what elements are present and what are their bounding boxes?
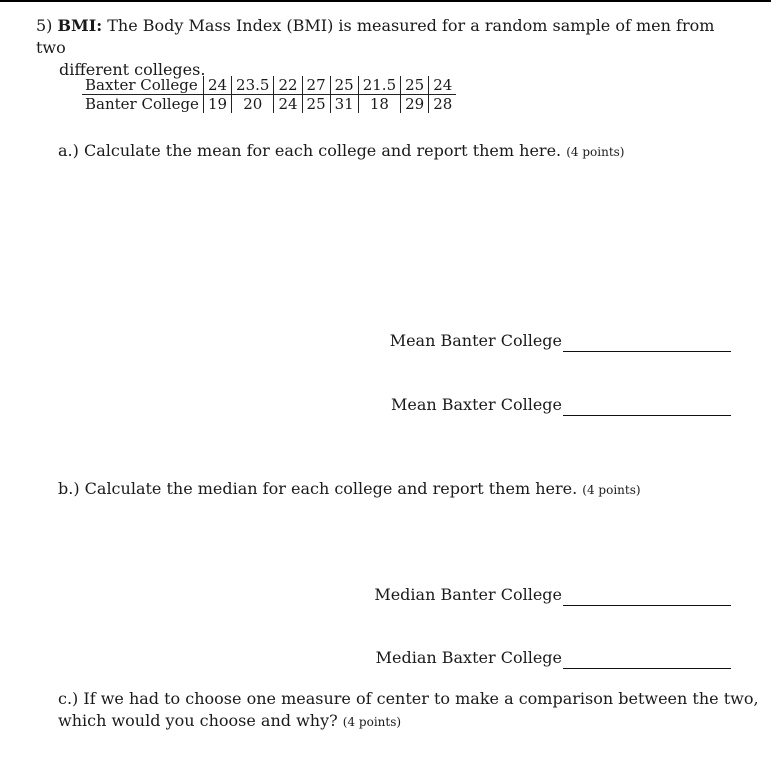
table-cell: 22 xyxy=(274,76,302,95)
answer-blank[interactable] xyxy=(563,589,731,606)
answer-label: Mean Baxter College xyxy=(390,395,562,414)
table-cell: 31 xyxy=(330,95,358,114)
table-cell: 24 xyxy=(274,95,302,114)
part-a-prompt xyxy=(58,140,624,163)
table-cell: 29 xyxy=(401,95,429,114)
answer-label: Median Baxter College xyxy=(375,648,562,667)
part-b-text: b.) Calculate the median for each college and report them here. xyxy=(58,479,578,498)
table-cell: 28 xyxy=(429,95,457,114)
part-c-points: (4 points) xyxy=(342,715,402,729)
table-cell: 24 xyxy=(203,76,231,95)
table-row-banter xyxy=(82,95,456,114)
row-label: Baxter College xyxy=(82,76,203,95)
answer-blank[interactable] xyxy=(563,399,731,416)
part-a-points: (4 points) xyxy=(566,145,625,159)
part-b-points: (4 points) xyxy=(582,483,641,497)
table-cell: 23.5 xyxy=(232,76,274,95)
part-b-prompt xyxy=(58,478,641,501)
part-c-prompt xyxy=(58,688,759,733)
top-rule xyxy=(0,0,771,2)
table-cell: 20 xyxy=(232,95,274,114)
answer-blank[interactable] xyxy=(563,335,731,352)
question-number: 5) xyxy=(36,16,53,35)
table-cell: 25 xyxy=(330,76,358,95)
answer-mean-baxter xyxy=(391,394,731,416)
answer-blank[interactable] xyxy=(563,652,731,669)
question-topic: BMI: xyxy=(57,16,103,35)
answer-median-banter xyxy=(374,584,731,606)
part-c-line1: c.) If we had to choose one measure of center to make a comparison between the two, xyxy=(58,689,759,708)
answer-label: Median Banter College xyxy=(374,585,562,604)
table-cell: 25 xyxy=(302,95,330,114)
table-row-baxter xyxy=(82,76,456,95)
answer-mean-banter xyxy=(390,330,731,352)
table-cell: 27 xyxy=(302,76,330,95)
table-cell: 25 xyxy=(401,76,429,95)
table-cell: 19 xyxy=(203,95,231,114)
table-cell: 21.5 xyxy=(358,76,400,95)
table-cell: 24 xyxy=(429,76,457,95)
question-5-heading xyxy=(36,15,726,81)
table-cell: 18 xyxy=(358,95,400,114)
bmi-data-table xyxy=(82,76,456,113)
row-label: Banter College xyxy=(85,95,199,113)
question-text-line1: The Body Mass Index (BMI) is measured for a random sample of men from two xyxy=(36,16,715,57)
answer-median-baxter xyxy=(376,647,731,669)
question-text-line2: different colleges. xyxy=(59,60,206,79)
answer-label: Mean Banter College xyxy=(389,331,562,350)
part-c-line2: which would you choose and why? xyxy=(58,711,338,730)
part-a-text: a.) Calculate the mean for each college and report them here. xyxy=(58,141,562,160)
